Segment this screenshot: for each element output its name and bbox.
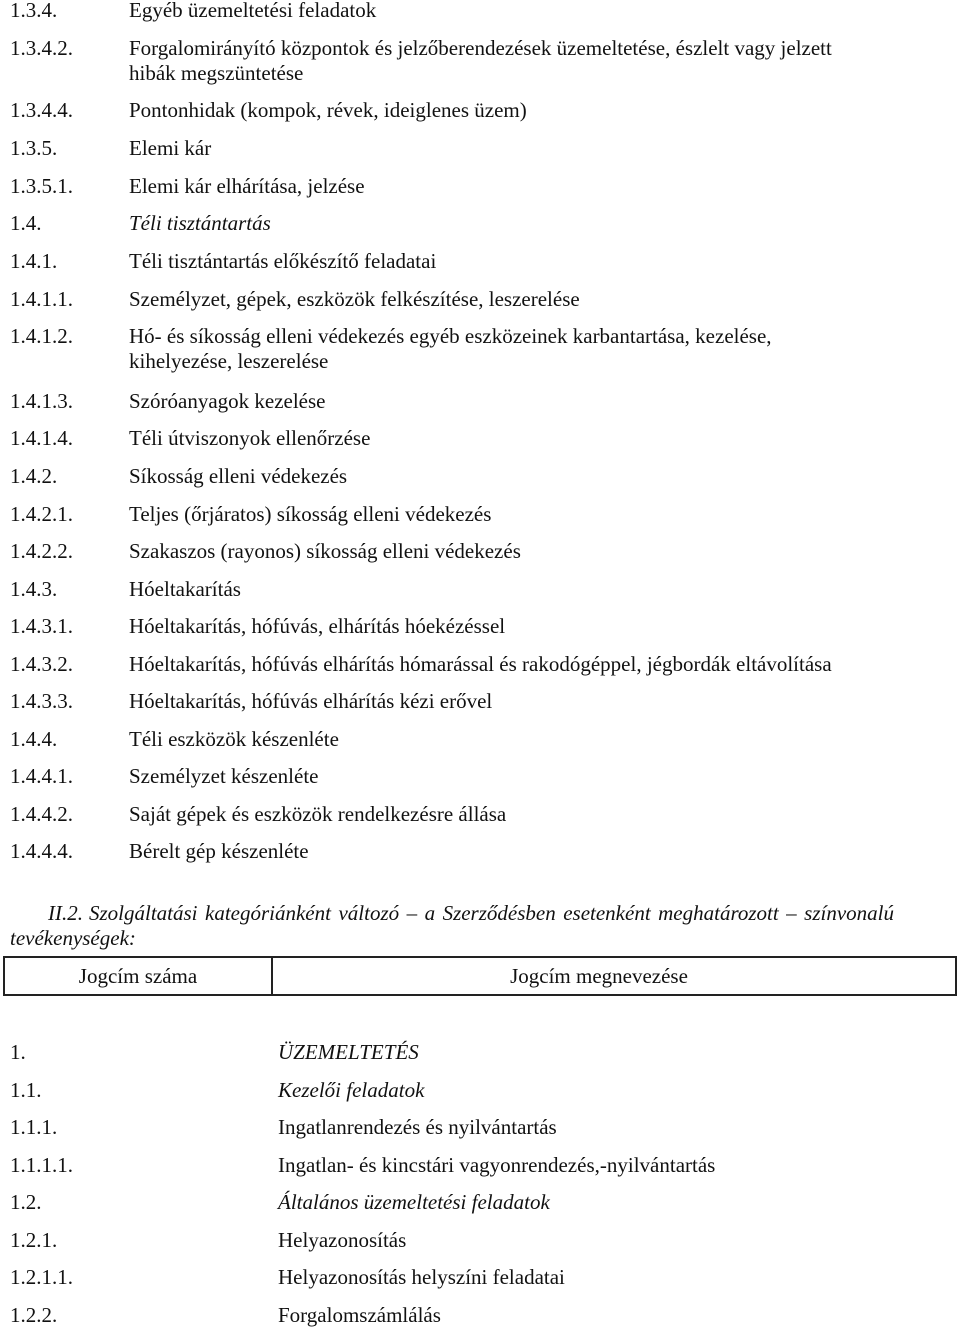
item-title-line: Saját gépek és eszközök rendelkezésre állása xyxy=(129,802,507,826)
item-code: 1.4.1.1. xyxy=(10,287,73,311)
item-title xyxy=(129,464,950,489)
item-title xyxy=(278,1115,950,1140)
item-title xyxy=(129,287,950,312)
item-title xyxy=(129,764,950,789)
list-item xyxy=(10,1078,950,1103)
item-title-line: Ingatlan- és kincstári vagyonrendezés,-nyilvántartás xyxy=(278,1153,716,1177)
table-header-code: Jogcím száma xyxy=(5,958,273,994)
item-title-line: kihelyezése, leszerelése xyxy=(129,349,329,373)
item-title xyxy=(129,389,950,414)
item-code: 1.2. xyxy=(10,1190,42,1214)
item-code: 1.4.3. xyxy=(10,577,58,601)
item-title-line: Általános üzemeltetési feladatok xyxy=(278,1190,550,1214)
list-item xyxy=(10,98,950,123)
item-title-line: Téli tisztántartás xyxy=(129,211,271,235)
item-code: 1.2.2. xyxy=(10,1303,58,1327)
list-item xyxy=(10,0,950,23)
list-item xyxy=(10,839,950,864)
item-title-line: Hóeltakarítás, hófúvás, elhárítás hóekézéssel xyxy=(129,614,506,638)
item-title-line: Szóróanyagok kezelése xyxy=(129,389,326,413)
item-code: 1.4.4.4. xyxy=(10,839,73,863)
item-title xyxy=(129,0,950,23)
list-item xyxy=(10,727,950,752)
list-item xyxy=(10,1190,950,1215)
item-title xyxy=(129,98,950,123)
item-title-line: Forgalomszámlálás xyxy=(278,1303,441,1327)
list-item xyxy=(10,802,950,827)
list-item xyxy=(10,577,950,602)
list-item xyxy=(10,174,950,199)
item-code: 1.4.1.2. xyxy=(10,324,73,348)
list-item xyxy=(10,1115,950,1140)
item-title xyxy=(278,1303,950,1328)
item-code: 1.4.3.1. xyxy=(10,614,73,638)
item-code: 1.1.1.1. xyxy=(10,1153,73,1177)
list-item xyxy=(10,324,950,374)
list-item xyxy=(10,287,950,312)
item-code: 1.3.4.2. xyxy=(10,36,73,60)
item-title-line: Teljes (őrjáratos) síkosság elleni védekezés xyxy=(129,502,492,526)
item-code: 1.4.4.1. xyxy=(10,764,73,788)
list-item xyxy=(10,249,950,274)
item-title xyxy=(129,839,950,864)
item-title xyxy=(278,1078,950,1103)
item-title-line: Téli tisztántartás előkészítő feladatai xyxy=(129,249,437,273)
item-code: 1. xyxy=(10,1040,26,1064)
item-title xyxy=(278,1153,950,1178)
item-title xyxy=(278,1265,950,1290)
item-code: 1.1.1. xyxy=(10,1115,58,1139)
item-code: 1.4.1.4. xyxy=(10,426,73,450)
item-title xyxy=(278,1228,950,1253)
item-code: 1.4.2. xyxy=(10,464,58,488)
list-item xyxy=(10,136,950,161)
item-title-line: Hó- és síkosság elleni védekezés egyéb eszközeinek karbantartása, kezelése, xyxy=(129,324,772,348)
item-title-line: Elemi kár elhárítása, jelzése xyxy=(129,174,365,198)
list-item xyxy=(10,464,950,489)
item-title xyxy=(129,802,950,827)
item-title xyxy=(278,1190,950,1215)
item-title-line: Téli útviszonyok ellenőrzése xyxy=(129,426,371,450)
item-title-line: Helyazonosítás xyxy=(278,1228,407,1252)
item-title xyxy=(129,426,950,451)
item-title xyxy=(129,614,950,639)
table-header-name: Jogcím megnevezése xyxy=(510,963,688,988)
item-title xyxy=(129,539,950,564)
list-item xyxy=(10,389,950,414)
item-title-line: Hóeltakarítás, hófúvás elhárítás kézi erővel xyxy=(129,689,493,713)
list-item xyxy=(10,689,950,714)
list-item xyxy=(10,539,950,564)
section-heading xyxy=(10,901,894,951)
item-title-line: Hóeltakarítás xyxy=(129,577,241,601)
item-title-line: Hóeltakarítás, hófúvás elhárítás hómarással és rakodógéppel, jégbordák eltávolítása xyxy=(129,652,832,676)
item-title xyxy=(129,36,950,86)
item-title-line: Ingatlanrendezés és nyilvántartás xyxy=(278,1115,557,1139)
item-title xyxy=(129,577,950,602)
item-title-line: Helyazonosítás helyszíni feladatai xyxy=(278,1265,565,1289)
item-title-line: hibák megszüntetése xyxy=(129,61,304,85)
list-item xyxy=(10,1040,950,1065)
item-title-line: Kezelői feladatok xyxy=(278,1078,425,1102)
item-title-line: Síkosság elleni védekezés xyxy=(129,464,348,488)
item-title xyxy=(129,174,950,199)
list-item xyxy=(10,426,950,451)
item-title-line: Téli eszközök készenléte xyxy=(129,727,339,751)
list-item xyxy=(10,36,950,86)
item-title-line: Személyzet készenléte xyxy=(129,764,319,788)
list-item xyxy=(10,211,950,236)
section-number: II.2. xyxy=(48,901,83,925)
list-item xyxy=(10,1228,950,1253)
list-item xyxy=(10,1153,950,1178)
item-code: 1.2.1.1. xyxy=(10,1265,73,1289)
item-code: 1.3.4.4. xyxy=(10,98,73,122)
item-title-line: Bérelt gép készenléte xyxy=(129,839,309,863)
item-title-line: ÜZEMELTETÉS xyxy=(278,1040,419,1064)
item-title xyxy=(129,249,950,274)
item-code: 1.4.4.2. xyxy=(10,802,73,826)
item-title xyxy=(129,727,950,752)
item-title xyxy=(129,502,950,527)
item-code: 1.2.1. xyxy=(10,1228,58,1252)
item-title-line: Elemi kár xyxy=(129,136,212,160)
item-title xyxy=(278,1040,950,1065)
item-code: 1.4.4. xyxy=(10,727,58,751)
item-title-line: Egyéb üzemeltetési feladatok xyxy=(129,0,377,22)
item-code: 1.3.5. xyxy=(10,136,58,160)
item-code: 1.4.2.1. xyxy=(10,502,73,526)
item-title xyxy=(129,136,950,161)
list-item xyxy=(10,1265,950,1290)
item-code: 1.3.4. xyxy=(10,0,58,22)
header-table xyxy=(3,956,957,996)
item-title xyxy=(129,689,950,714)
list-item xyxy=(10,1303,950,1328)
item-code: 1.4.2.2. xyxy=(10,539,73,563)
item-code: 1.4.1. xyxy=(10,249,58,273)
item-code: 1.4. xyxy=(10,211,42,235)
item-code: 1.4.1.3. xyxy=(10,389,73,413)
list-item xyxy=(10,652,950,677)
item-code: 1.4.3.3. xyxy=(10,689,73,713)
item-title xyxy=(129,211,950,236)
item-code: 1.3.5.1. xyxy=(10,174,73,198)
item-title-line: Szakaszos (rayonos) síkosság elleni védekezés xyxy=(129,539,521,563)
item-code: 1.4.3.2. xyxy=(10,652,73,676)
section-title: Szolgáltatási kategóriánként változó – a Szerződésben esetenként meghatározott – színvonalú tevékenységek: xyxy=(10,901,894,950)
list-item xyxy=(10,614,950,639)
item-title xyxy=(129,652,950,677)
item-title-line: Forgalomirányító központok és jelzőberendezések üzemeltetése, észlelt vagy jelzett xyxy=(129,36,832,60)
item-title-line: Személyzet, gépek, eszközök felkészítése, leszerelése xyxy=(129,287,580,311)
list-item xyxy=(10,502,950,527)
list-item xyxy=(10,764,950,789)
item-title xyxy=(129,324,950,374)
item-code: 1.1. xyxy=(10,1078,42,1102)
item-title-line: Pontonhidak (kompok, révek, ideiglenes üzem) xyxy=(129,98,527,122)
